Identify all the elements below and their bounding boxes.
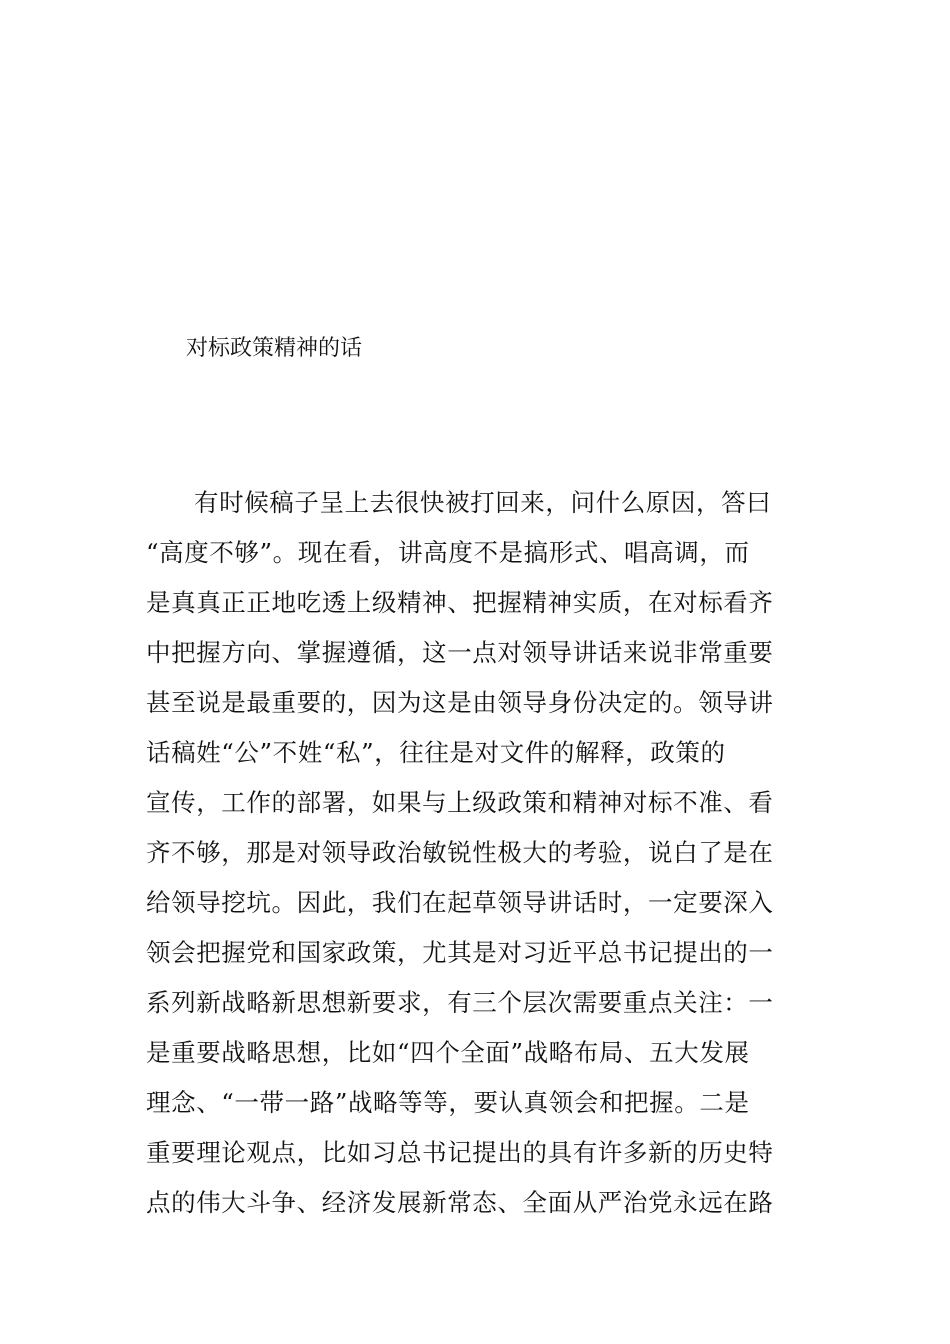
document-title: 对标政策精神的话 — [186, 336, 363, 361]
paragraph-line: 话稿姓“公”不姓“私”，往往是对文件的解释，政策的 — [146, 738, 726, 767]
paragraph-line: 给领导挖坑。因此，我们在起草领导讲话时，一定要深入 — [146, 888, 774, 917]
paragraph-line: “高度不够”。现在看，讲高度不是搞形式、唱高调，而 — [146, 538, 750, 567]
paragraph-line: 理念、“一带一路”战略等等，要认真领会和把握。二是 — [146, 1088, 750, 1117]
paragraph-line: 中把握方向、掌握遵循，这一点对领导讲话来说非常重要 — [146, 638, 774, 667]
paragraph-line: 点的伟大斗争、经济发展新常态、全面从严治党永远在路 — [146, 1188, 774, 1217]
paragraph-line: 领会把握党和国家政策，尤其是对习近平总书记提出的一 — [146, 938, 774, 967]
paragraph-line: 是重要战略思想，比如“四个全面”战略布局、五大发展 — [146, 1038, 750, 1067]
paragraph-line: 有时候稿子呈上去很快被打回来，问什么原因，答曰 — [194, 488, 772, 517]
paragraph-line: 宣传，工作的部署，如果与上级政策和精神对标不准、看 — [146, 788, 774, 817]
paragraph-line: 齐不够，那是对领导政治敏锐性极大的考验，说白了是在 — [146, 838, 774, 867]
body-paragraph — [146, 478, 806, 1228]
paragraph-line: 是真真正正地吃透上级精神、把握精神实质，在对标看齐 — [146, 588, 774, 617]
paragraph-line: 重要理论观点，比如习总书记提出的具有许多新的历史特 — [146, 1138, 774, 1167]
paragraph-line: 系列新战略新思想新要求，有三个层次需要重点关注：一 — [146, 988, 774, 1017]
paragraph-line: 甚至说是最重要的，因为这是由领导身份决定的。领导讲 — [146, 688, 774, 717]
